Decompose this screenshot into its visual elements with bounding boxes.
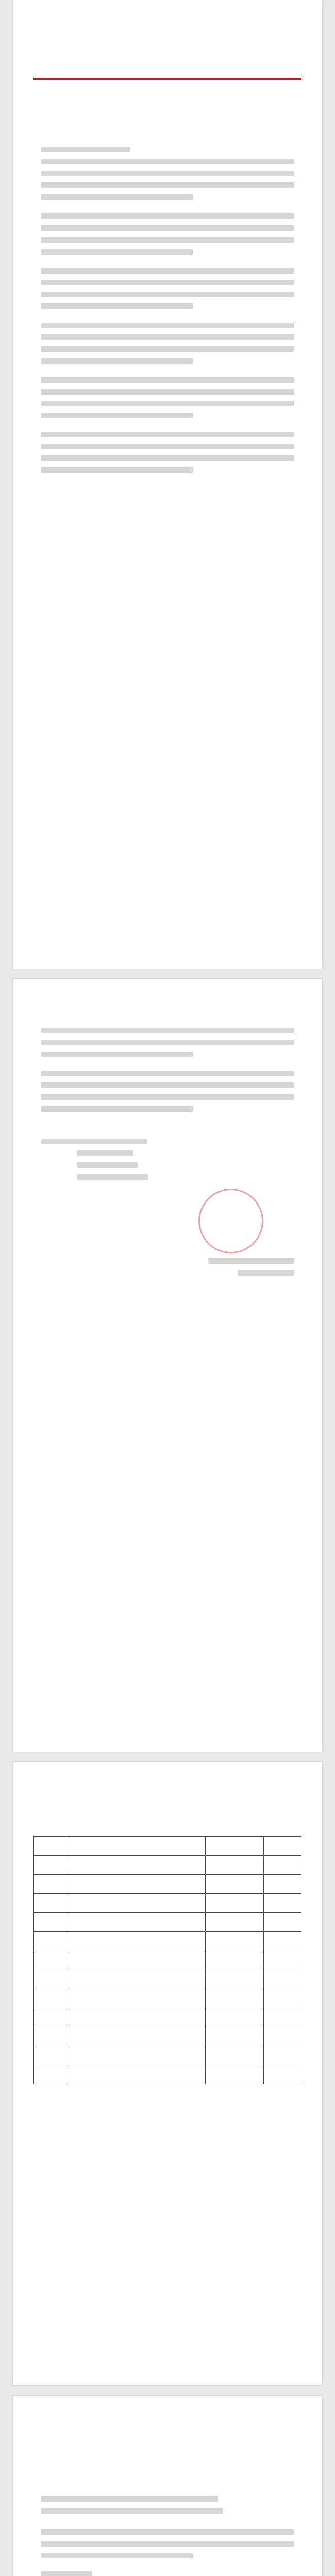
document-page-4	[13, 2396, 322, 2576]
attachment-1-table	[34, 1836, 301, 2084]
official-seal	[198, 1189, 263, 1253]
contract-body	[41, 2529, 294, 2576]
signature-block	[41, 1258, 294, 1276]
document-header-title	[13, 0, 322, 70]
document-page-2	[13, 979, 322, 1752]
contract-parties	[41, 2496, 294, 2514]
notice-body	[41, 147, 294, 473]
document-page-3	[13, 1762, 322, 2385]
document-page-1	[13, 0, 322, 969]
notice-body-continued	[41, 1028, 294, 1112]
attachments-list	[41, 1139, 294, 1180]
